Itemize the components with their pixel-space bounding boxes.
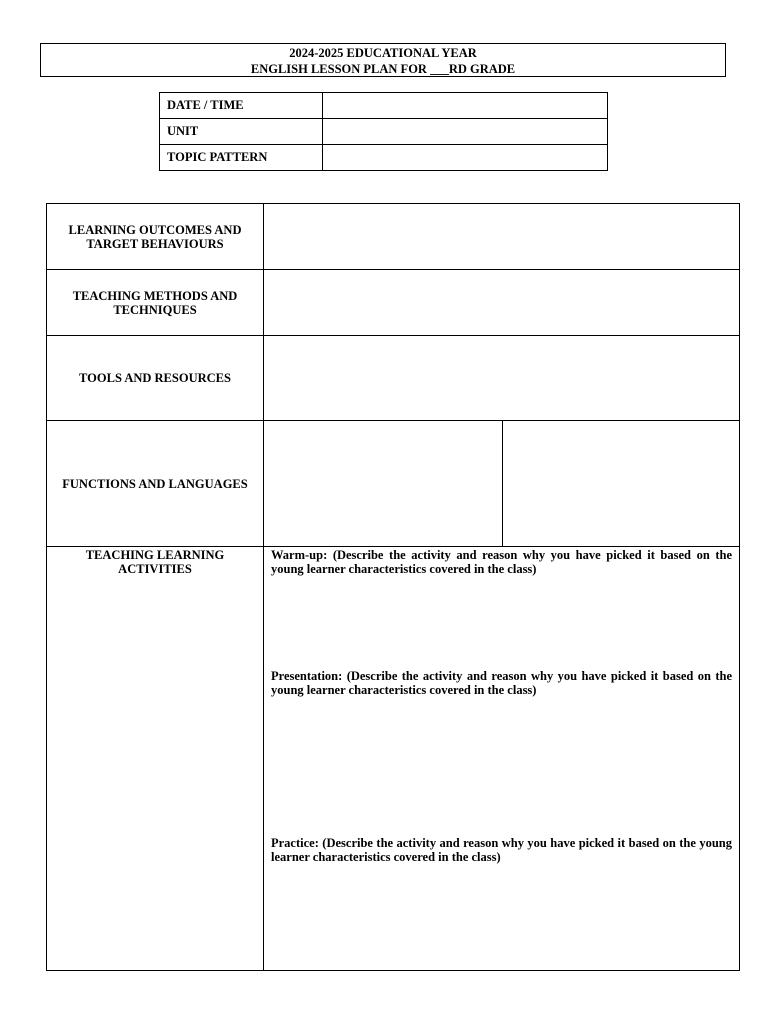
tools-resources-label: TOOLS AND RESOURCES xyxy=(47,336,264,420)
learning-outcomes-label: LEARNING OUTCOMES AND TARGET BEHAVIOURS xyxy=(47,204,264,269)
info-row-date-time xyxy=(160,93,608,119)
educational-year-title: 2024-2025 EDUCATIONAL YEAR xyxy=(289,46,477,60)
teaching-methods-label: TEACHING METHODS AND TECHNIQUES xyxy=(47,270,264,335)
info-row-unit xyxy=(160,119,608,145)
tools-resources-field[interactable] xyxy=(264,336,739,420)
row-tools-resources xyxy=(47,336,739,421)
teaching-activities-label: TEACHING LEARNING ACTIVITIES xyxy=(47,547,264,970)
topic-pattern-label: TOPIC PATTERN xyxy=(160,145,323,171)
unit-label: UNIT xyxy=(160,119,323,145)
languages-field[interactable] xyxy=(503,421,739,546)
unit-field[interactable] xyxy=(323,119,608,145)
info-row-topic-pattern xyxy=(160,145,608,171)
practice-prompt: Practice: (Describe the activity and reason why you have picked it based on the young learner characteristics covered in the class) xyxy=(271,836,732,864)
teaching-methods-field[interactable] xyxy=(264,270,739,335)
date-time-field[interactable] xyxy=(323,93,608,119)
topic-pattern-field[interactable] xyxy=(323,145,608,171)
learning-outcomes-field[interactable] xyxy=(264,204,739,269)
functions-languages-label: FUNCTIONS AND LANGUAGES xyxy=(47,421,264,546)
date-time-label: DATE / TIME xyxy=(160,93,323,119)
functions-field[interactable] xyxy=(264,421,502,546)
presentation-prompt: Presentation: (Describe the activity and reason why you have picked it based on the young learner characteristics covered in the class) xyxy=(271,669,732,697)
row-learning-outcomes xyxy=(47,204,739,270)
document-header xyxy=(40,43,726,77)
lesson-plan-title: ENGLISH LESSON PLAN FOR ___RD GRADE xyxy=(250,62,516,76)
lesson-plan-table xyxy=(46,203,740,971)
row-teaching-methods xyxy=(47,270,739,336)
info-table xyxy=(159,92,608,171)
row-functions-languages xyxy=(47,421,739,547)
warm-up-prompt: Warm-up: (Describe the activity and reason why you have picked it based on the young learner characteristics covered in the class) xyxy=(271,548,732,576)
row-teaching-activities xyxy=(47,547,739,970)
